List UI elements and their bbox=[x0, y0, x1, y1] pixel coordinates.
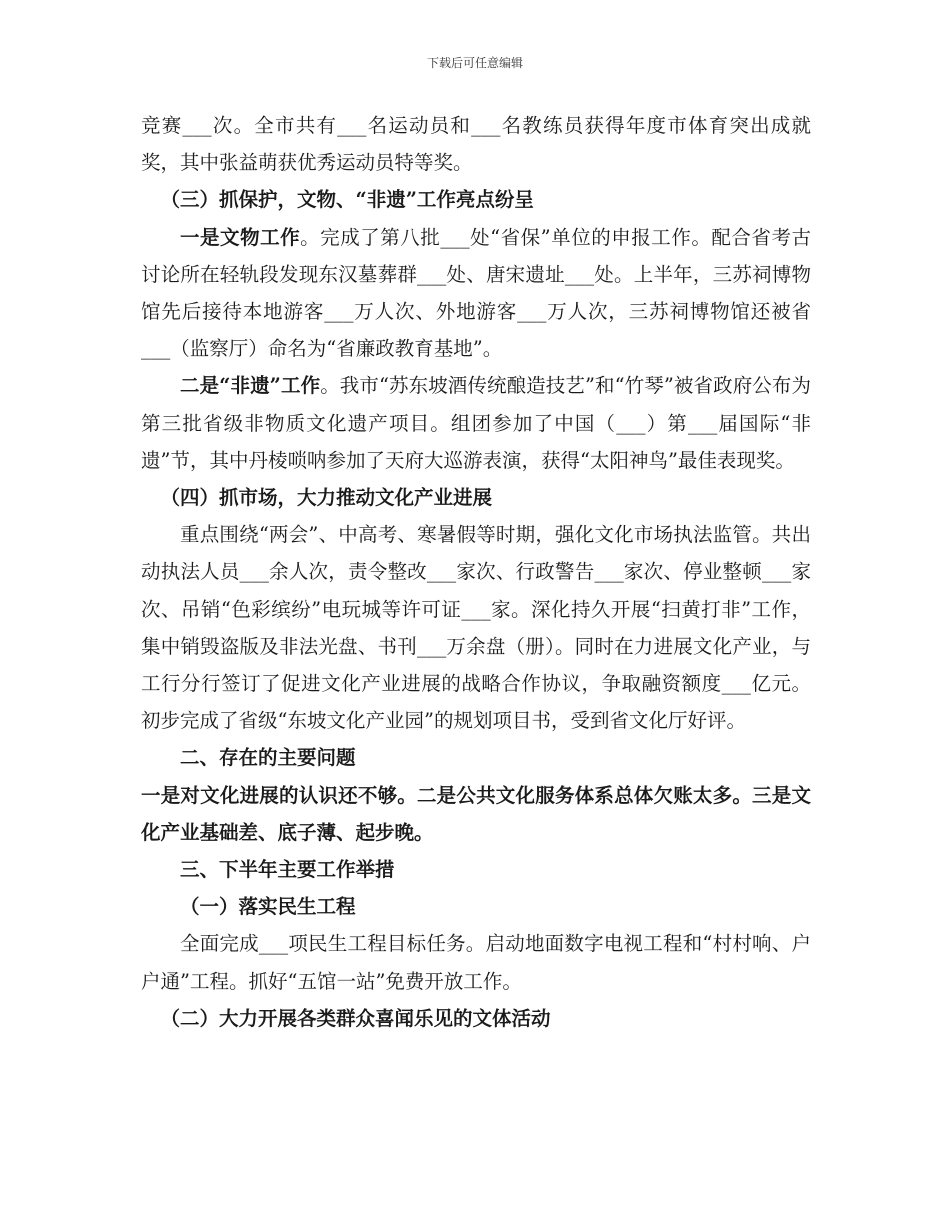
section-heading: 三、下半年主要工作举措 bbox=[180, 858, 395, 882]
paragraph-bold: 一是对文化进展的认识还不够。二是公共文化服务体系总体欠账太多。三是文化产业基础差、底子薄、起步晚。 bbox=[141, 783, 811, 844]
paragraph-lead: 二是“非遗”工作 bbox=[180, 374, 321, 398]
document-body bbox=[141, 107, 811, 1037]
section-heading: （二）大力开展各类群众喜闻乐见的文体活动 bbox=[160, 1006, 551, 1030]
paragraph: 一是文物工作。完成了第八批___处“省保”单位的申报工作。配合省考古讨论所在轻轨段发现东汉墓葬群___处、唐宋遗址___处。上半年，三苏祠博物馆先后接待本地游客___万人次、外地游客___万人次，三苏祠博物馆还被省___（监察厅）命名为“省廉政教育基地”。 bbox=[141, 225, 811, 361]
paragraph: 重点围绕“两会”、中高考、寒暑假等时期，强化文化市场执法监管。共出动执法人员___余人次，责令整改___家次、行政警告___家次、停业整顿___家次、吊销“色彩缤纷”电玩城等许可证___家。深化持久开展“扫黄打非”工作，集中销毁盗版及非法光盘、书刊___万余盘（册）。同时在力进展文化产业，与工行分行签订了促进文化产业进展的战略合作协议，争取融资额度___亿元。初步完成了省级“东坡文化产业园”的规划项目书，受到省文化厅好评。 bbox=[141, 523, 811, 733]
section-heading: （四）抓市场，大力推动文化产业进展 bbox=[160, 486, 493, 510]
section-heading: 二、存在的主要问题 bbox=[180, 746, 356, 770]
paragraph: 竞赛___次。全市共有___名运动员和___名教练员获得年度市体育突出成就奖，其中张益萌获优秀运动员特等奖。 bbox=[141, 114, 811, 175]
section-heading: （一）落实民生工程 bbox=[180, 895, 356, 919]
paragraph-lead: 一是文物工作 bbox=[180, 225, 301, 249]
paragraph: 二是“非遗”工作。我市“苏东坡酒传统酿造技艺”和“竹琴”被省政府公布为第三批省级非物质文化遗产项目。组团参加了中国（___）第___届国际“非遗”节，其中丹棱唢呐参加了天府大巡游表演，获得“太阳神鸟”最佳表现奖。 bbox=[141, 374, 811, 472]
section-heading: （三）抓保护，文物、“非遗”工作亮点纷呈 bbox=[160, 188, 534, 212]
page-header: 下载后可任意编辑 bbox=[426, 56, 523, 70]
paragraph: 全面完成___项民生工程目标任务。启动地面数字电视工程和“村村响、户户通”工程。抓好“五馆一站”免费开放工作。 bbox=[141, 932, 811, 993]
